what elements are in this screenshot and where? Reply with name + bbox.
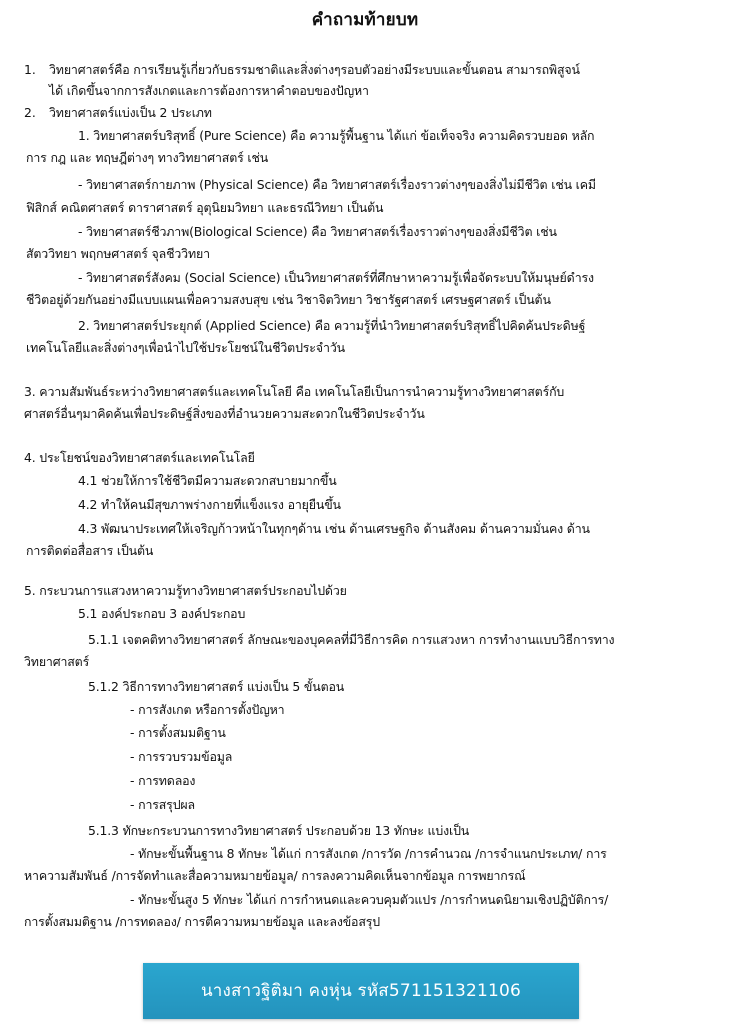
- q2-pure-science-line-1: 1. วิทยาศาสตร์บริสุทธิ์ (Pure Science) คือ ความรู้พื้นฐาน ได้แก่ ข้อเท็จจริง ความคิดรวบยอด หลัก: [78, 128, 595, 143]
- q4-heading: 4. ประโยชน์ของวิทยาศาสตร์และเทคโนโลยี: [24, 450, 255, 465]
- basic-skills-line-2: หาความสัมพันธ์ /การจัดทำและสื่อความหมายข้อมูล/ การลงความคิดเห็นจากข้อมูล การพยากรณ์: [24, 868, 526, 883]
- student-name-banner: [143, 963, 579, 1019]
- q5-1-1-line-2: วิทยาศาสตร์: [24, 654, 90, 669]
- q5-1-1-line-1: 5.1.1 เจตคติทางวิทยาศาสตร์ ลักษณะของบุคคลที่มีวิธีการคิด การแสวงหา การทำงานแบบวิธีการทาง: [88, 632, 615, 647]
- q2-physical-science-line-1: - วิทยาศาสตร์กายภาพ (Physical Science) คือ วิทยาศาสตร์เรื่องราวต่างๆของสิ่งไม่มีชีวิต เช่น เคมี: [78, 177, 596, 192]
- method-step-1: - การสังเกต หรือการตั้งปัญหา: [130, 702, 285, 717]
- q2-biological-science-line-2: สัตววิทยา พฤกษศาสตร์ จุลชีววิทยา: [26, 246, 210, 261]
- method-step-4: - การทดลอง: [130, 773, 196, 788]
- q4-item-3-line-1: 4.3 พัฒนาประเทศให้เจริญก้าวหน้าในทุกๆด้าน เช่น ด้านเศรษฐกิจ ด้านสังคม ด้านความมั่นคง ด้าน: [78, 521, 590, 536]
- q2-biological-science-line-1: - วิทยาศาสตร์ชีวภาพ(Biological Science) คือ วิทยาศาสตร์เรื่องราวต่างๆของสิ่งมีชีวิต เช่น: [78, 224, 557, 239]
- q2-pure-science-line-2: การ กฎ และ ทฤษฎีต่างๆ ทางวิทยาศาสตร์ เช่น: [26, 150, 269, 165]
- method-step-3: - การรวบรวมข้อมูล: [130, 749, 233, 764]
- method-step-5: - การสรุปผล: [130, 797, 195, 812]
- page-title: คำถามท้ายบท: [311, 10, 419, 30]
- q4-item-1: 4.1 ช่วยให้การใช้ชีวิตมีความสะดวกสบายมากขึ้น: [78, 473, 337, 488]
- q1-line-2: ได้ เกิดขึ้นจากการสังเกตและการต้องการหาคำตอบของปัญหา: [49, 83, 369, 98]
- q5-heading: 5. กระบวนการแสวงหาความรู้ทางวิทยาศาสตร์ประกอบไปด้วย: [24, 583, 347, 598]
- q2-applied-science-line-2: เทคโนโลยีและสิ่งต่างๆเพื่อนำไปใช้ประโยชน์ในชีวิตประจำวัน: [26, 340, 345, 355]
- basic-skills-line-1: - ทักษะขั้นพื้นฐาน 8 ทักษะ ได้แก่ การสังเกต /การวัด /การคำนวณ /การจำแนกประเภท/ การ: [130, 846, 607, 861]
- q5-1-heading: 5.1 องค์ประกอบ 3 องค์ประกอบ: [78, 606, 246, 621]
- q5-1-3-heading: 5.1.3 ทักษะกระบวนการทางวิทยาศาสตร์ ประกอบด้วย 13 ทักษะ แบ่งเป็น: [88, 823, 470, 838]
- q2-social-science-line-1: - วิทยาศาสตร์สังคม (Social Science) เป็นวิทยาศาสตร์ที่ศึกษาหาความรู้เพื่อจัดระบบให้มนุษย์ดำรง: [78, 270, 594, 285]
- q5-1-2-heading: 5.1.2 วิธีการทางวิทยาศาสตร์ แบ่งเป็น 5 ขั้นตอน: [88, 679, 345, 694]
- q2-physical-science-line-2: ฟิสิกส์ คณิตศาสตร์ ดาราศาสตร์ อุตุนิยมวิทยา และธรณีวิทยา เป็นต้น: [26, 200, 384, 215]
- q2-social-science-line-2: ชีวิตอยู่ด้วยกันอย่างมีแบบแผนเพื่อความสงบสุข เช่น วิชาจิตวิทยา วิชารัฐศาสตร์ เศรษฐศาสตร์ เป็นต้น: [26, 292, 551, 307]
- q2-number: 2.: [24, 105, 36, 120]
- advanced-skills-line-1: - ทักษะขั้นสูง 5 ทักษะ ได้แก่ การกำหนดและควบคุมตัวแปร /การกำหนดนิยามเชิงปฏิบัติการ/: [130, 892, 609, 907]
- q2-applied-science-line-1: 2. วิทยาศาสตร์ประยุกต์ (Applied Science) คือ ความรู้ที่นำวิทยาศาสตร์บริสุทธิ์ไปคิดค้นประดิษฐ์: [78, 318, 586, 333]
- q2-heading: วิทยาศาสตร์แบ่งเป็น 2 ประเภท: [49, 105, 212, 120]
- q1-line-1: วิทยาศาสตร์คือ การเรียนรู้เกี่ยวกับธรรมชาติและสิ่งต่างๆรอบตัวอย่างมีระบบและขั้นตอน สามารถพิสูจน์: [49, 62, 580, 77]
- student-name-id: นางสาวฐิติมา คงหุ่น รหัส571151321106: [200, 981, 522, 1001]
- method-step-2: - การตั้งสมมติฐาน: [130, 725, 226, 740]
- q3-line-1: 3. ความสัมพันธ์ระหว่างวิทยาศาสตร์และเทคโนโลยี คือ เทคโนโลยีเป็นการนำความรู้ทางวิทยาศาสตร์กับ: [24, 384, 565, 399]
- q1-number: 1.: [24, 62, 36, 77]
- q4-item-2: 4.2 ทำให้คนมีสุขภาพร่างกายที่แข็งแรง อายุยืนขึ้น: [78, 497, 341, 512]
- q4-item-3-line-2: การติดต่อสื่อสาร เป็นต้น: [26, 543, 154, 558]
- q3-line-2: ศาสตร์อื่นๆมาคิดค้นเพื่อประดิษฐ์สิ่งของที่อำนวยความสะดวกในชีวิตประจำวัน: [24, 406, 425, 421]
- advanced-skills-line-2: การตั้งสมมติฐาน /การทดลอง/ การตีความหมายข้อมูล และลงข้อสรุป: [24, 914, 380, 929]
